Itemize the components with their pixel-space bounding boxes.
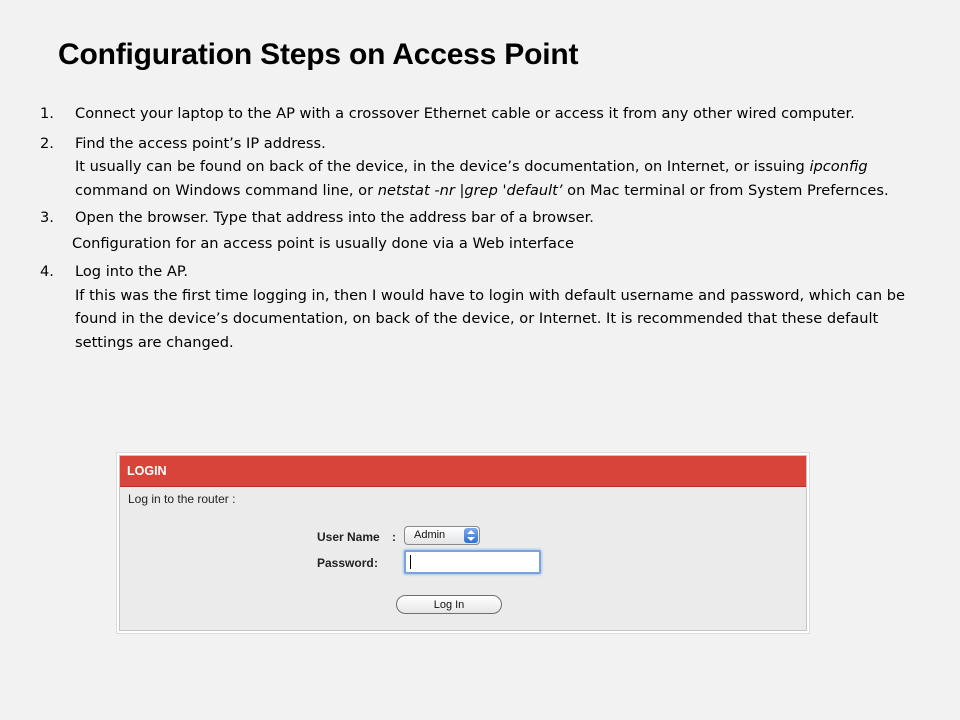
step-number: 2.	[40, 134, 54, 152]
username-label: User Name	[317, 530, 380, 544]
step-item	[40, 206, 920, 230]
step-item	[40, 132, 920, 203]
password-colon: :	[374, 556, 378, 570]
step-detail: If this was the first time logging in, then I would have to login with default username and password, which can be found in the device’s documentation, on back of the device, or Internet. It is recommended that these default settings are changed.	[75, 286, 905, 351]
step-number: 1.	[40, 105, 54, 122]
command-ipconfig: ipconfig	[809, 158, 868, 175]
step-detail: It usually can be found on back of the device, in the device’s documentation, on Internet, or issuing ipconfig command on Windows command line, or netstat -nr |grep 'default’ on Mac terminal or from System Prefernces.	[75, 158, 889, 199]
username-selected-value: Admin	[414, 529, 446, 541]
text-caret	[410, 555, 411, 569]
step-item	[40, 102, 920, 126]
password-label: Password	[317, 556, 374, 570]
password-input[interactable]	[404, 550, 541, 574]
step-item	[40, 260, 920, 354]
step-text: Open the browser. Type that address into the address bar of a browser.	[75, 209, 594, 226]
login-button[interactable]: Log In	[396, 595, 502, 614]
login-header: LOGIN	[120, 456, 806, 487]
step-text: Find the access point’s IP address.	[75, 134, 326, 152]
configuration-note: Configuration for an access point is usually done via a Web interface	[72, 234, 575, 252]
login-subtitle: Log in to the router :	[128, 492, 236, 506]
username-colon: :	[392, 530, 396, 544]
steps-list	[40, 102, 920, 354]
step-number: 3.	[40, 209, 54, 226]
step-number: 4.	[40, 263, 54, 280]
step-text: Connect your laptop to the AP with a crossover Ethernet cable or access it from any other wired computer.	[75, 105, 855, 122]
slide-title: Configuration Steps on Access Point	[58, 38, 579, 71]
select-arrows-icon	[464, 528, 478, 543]
login-form	[119, 455, 807, 631]
step-text: Log into the AP.	[75, 263, 189, 280]
username-select[interactable]	[404, 526, 480, 545]
router-login-screenshot	[116, 452, 810, 634]
command-netstat: netstat -nr |grep 'default’	[377, 181, 563, 199]
